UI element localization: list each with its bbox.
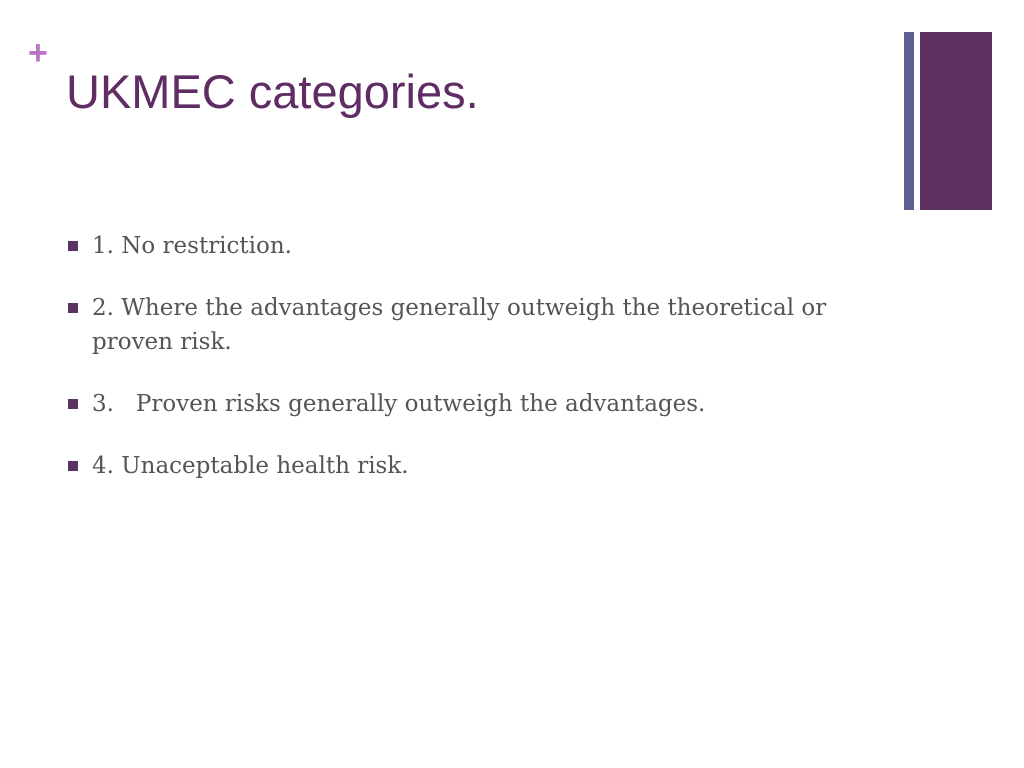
bullet-item [68,229,868,263]
square-bullet-icon [68,399,78,409]
bullet-item [68,291,868,359]
square-bullet-icon [68,303,78,313]
bullet-text: 1. No restriction. [92,233,292,259]
bullet-text: 4. Unaceptable health risk. [92,453,409,479]
bullet-item [68,449,868,483]
decorative-bar-wide [920,32,992,210]
bullet-text: 3. Proven risks generally outweigh the advantages. [92,391,706,417]
bullet-list [68,229,868,511]
bullet-text: 2. Where the advantages generally outweigh the theoretical or proven risk. [92,295,827,355]
plus-icon: + [28,34,48,72]
square-bullet-icon [68,461,78,471]
bullet-item [68,387,868,421]
square-bullet-icon [68,241,78,251]
decorative-bar-thin [904,32,914,210]
slide-title: UKMEC categories. [66,65,479,118]
